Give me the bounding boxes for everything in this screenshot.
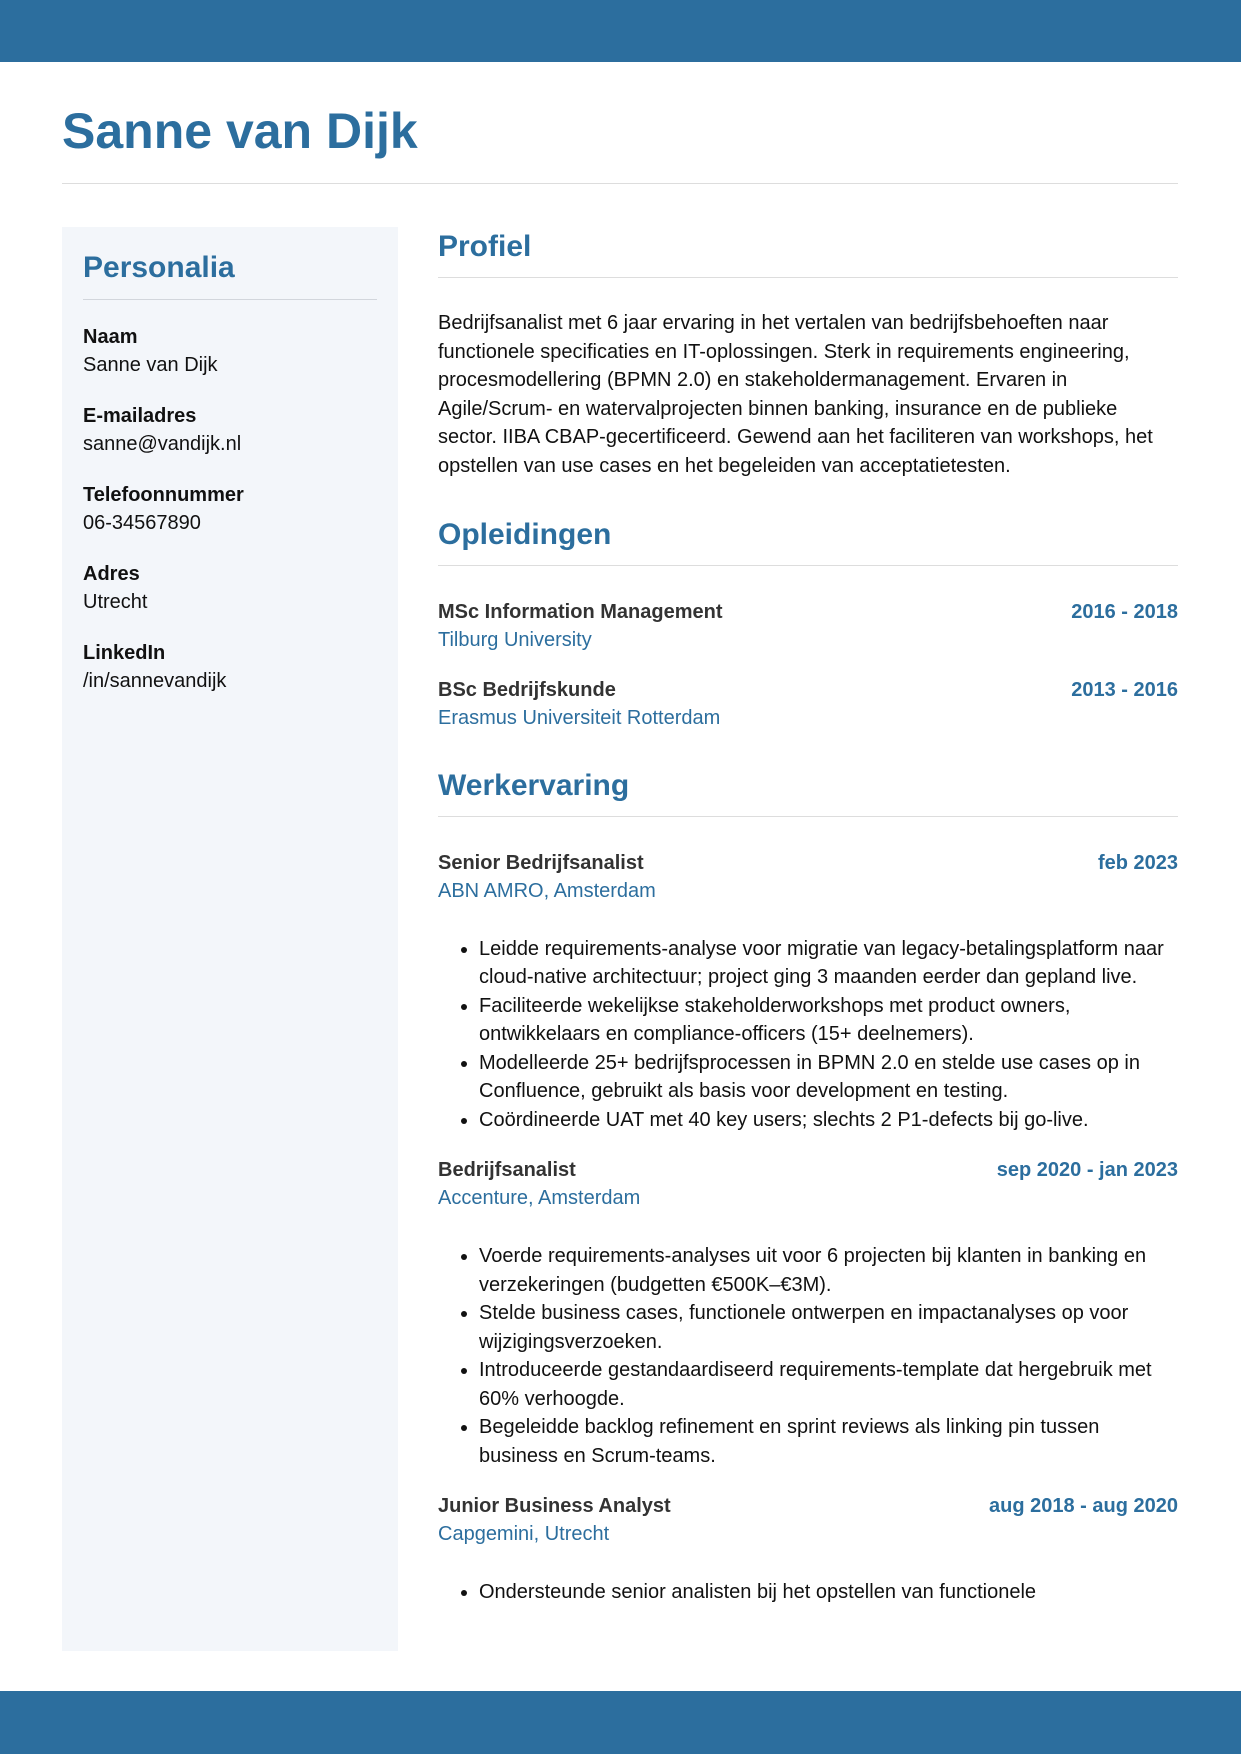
education-section (438, 515, 1178, 732)
company-name: Capgemini, Utrecht (438, 1523, 610, 1546)
degree-title: BSc Bedrijfskunde (438, 678, 616, 701)
degree-title: MSc Information Management (438, 600, 723, 623)
job-bullet: • Stelde business cases, functionele ontwerpen en impactanalyses op voor wijzigingsverzoeken. (479, 1299, 1178, 1356)
personalia-divider (83, 299, 377, 300)
phone-value: 06-34567890 (83, 512, 201, 534)
education-entry (438, 598, 1178, 654)
entry-header (438, 598, 1178, 626)
personalia-label: Adres (83, 563, 140, 585)
personalia-value: Sanne van Dijk (83, 354, 218, 376)
section-heading-profiel: Profiel (438, 230, 532, 263)
entry-header (438, 849, 1178, 877)
section-divider (438, 277, 1178, 278)
job-entry (438, 1492, 1178, 1607)
email-value: sanne@vandijk.nl (83, 433, 242, 455)
job-entry (438, 849, 1178, 1135)
company-name: ABN AMRO, Amsterdam (438, 879, 656, 902)
job-bullet: • Leidde requirements-analyse voor migratie van legacy-betalingsplatform naar cloud-native architectuur; project ging 3 maanden eerder dan gepland live. (479, 935, 1178, 992)
personalia-item-telefoon (83, 481, 377, 537)
company-name: Accenture, Amsterdam (438, 1187, 641, 1210)
entry-header (438, 1492, 1178, 1520)
entry-period: aug 2018 - aug 2020 (989, 1495, 1178, 1518)
entry-header (438, 1156, 1178, 1184)
job-entry (438, 1156, 1178, 1470)
profile-section (438, 227, 1178, 481)
section-divider (438, 565, 1178, 566)
title-divider (62, 183, 1178, 184)
header-band (0, 0, 1241, 62)
entry-period: 2013 - 2016 (1071, 678, 1178, 701)
section-divider (438, 816, 1178, 817)
job-role: Senior Bedrijfsanalist (438, 851, 644, 874)
job-bullet: • Introduceerde gestandaardiseerd requirements-template dat hergebruik met 60% verhoogde. (479, 1356, 1178, 1413)
personalia-item-email (83, 402, 377, 458)
job-bullets (438, 1578, 1178, 1607)
personalia-item-naam (83, 323, 377, 379)
experience-section (438, 766, 1178, 1607)
job-bullet: • Voerde requirements-analyses uit voor 6 projecten bij klanten in banking en verzekeringen (budgetten €500K–€3M). (479, 1242, 1178, 1299)
personalia-heading: Personalia (83, 251, 235, 284)
job-bullets (438, 935, 1178, 1135)
job-bullet: • Modelleerde 25+ bedrijfsprocessen in BPMN 2.0 en stelde use cases op in Confluence, gebruikt als basis voor development en testing. (479, 1049, 1178, 1106)
job-role: Bedrijfsanalist (438, 1159, 576, 1182)
entry-period: sep 2020 - jan 2023 (996, 1159, 1178, 1182)
personalia-item-adres (83, 560, 377, 616)
linkedin-value: /in/sannevandijk (83, 670, 227, 692)
personalia-item-linkedin (83, 639, 377, 695)
section-heading-opleidingen: Opleidingen (438, 517, 612, 551)
entry-period: feb 2023 (1097, 851, 1178, 874)
personalia-label: Telefoonnummer (83, 484, 244, 506)
job-bullets (438, 1242, 1178, 1470)
main-content (438, 227, 1178, 1607)
profile-text: Bedrijfsanalist met 6 jaar ervaring in het vertalen van bedrijfsbehoeften naar functionele specificaties en IT-oplossingen. Sterk in requirements engineering, procesmodellering (BPMN 2.0) en stakeholdermanagement. Ervaren in Agile/Scrum- en watervalprojecten binnen banking, insurance en de publieke sector. IIBA CBAP-gecertificeerd. Gewend aan het faciliteren van workshops, het opstellen van use cases en het begeleiden van acceptatietesten. (438, 312, 1153, 477)
personalia-label: E-mailadres (83, 405, 197, 427)
job-bullet: • Coördineerde UAT met 40 key users; slechts 2 P1-defects bij go-live. (479, 1106, 1178, 1135)
job-bullet: • Begeleidde backlog refinement en sprint reviews als linking pin tussen business en Scrum-teams. (479, 1413, 1178, 1470)
personalia-label: LinkedIn (83, 642, 166, 664)
section-heading-werkervaring: Werkervaring (438, 768, 630, 802)
footer-band (0, 1691, 1241, 1754)
job-bullet: • Faciliteerde wekelijkse stakeholderworkshops met product owners, ontwikkelaars en compliance-officers (15+ deelnemers). (479, 992, 1178, 1049)
personalia-sidebar (62, 227, 398, 1651)
job-bullet: • Ondersteunde senior analisten bij het opstellen van functionele (479, 1578, 1178, 1607)
school-name: Tilburg University (438, 628, 592, 651)
job-role: Junior Business Analyst (438, 1495, 671, 1518)
entry-period: 2016 - 2018 (1071, 600, 1178, 623)
page-title: Sanne van Dijk (62, 103, 418, 159)
personalia-label: Naam (83, 326, 138, 348)
education-entry (438, 676, 1178, 732)
address-value: Utrecht (83, 591, 148, 613)
school-name: Erasmus Universiteit Rotterdam (438, 706, 721, 729)
entry-header (438, 676, 1178, 704)
